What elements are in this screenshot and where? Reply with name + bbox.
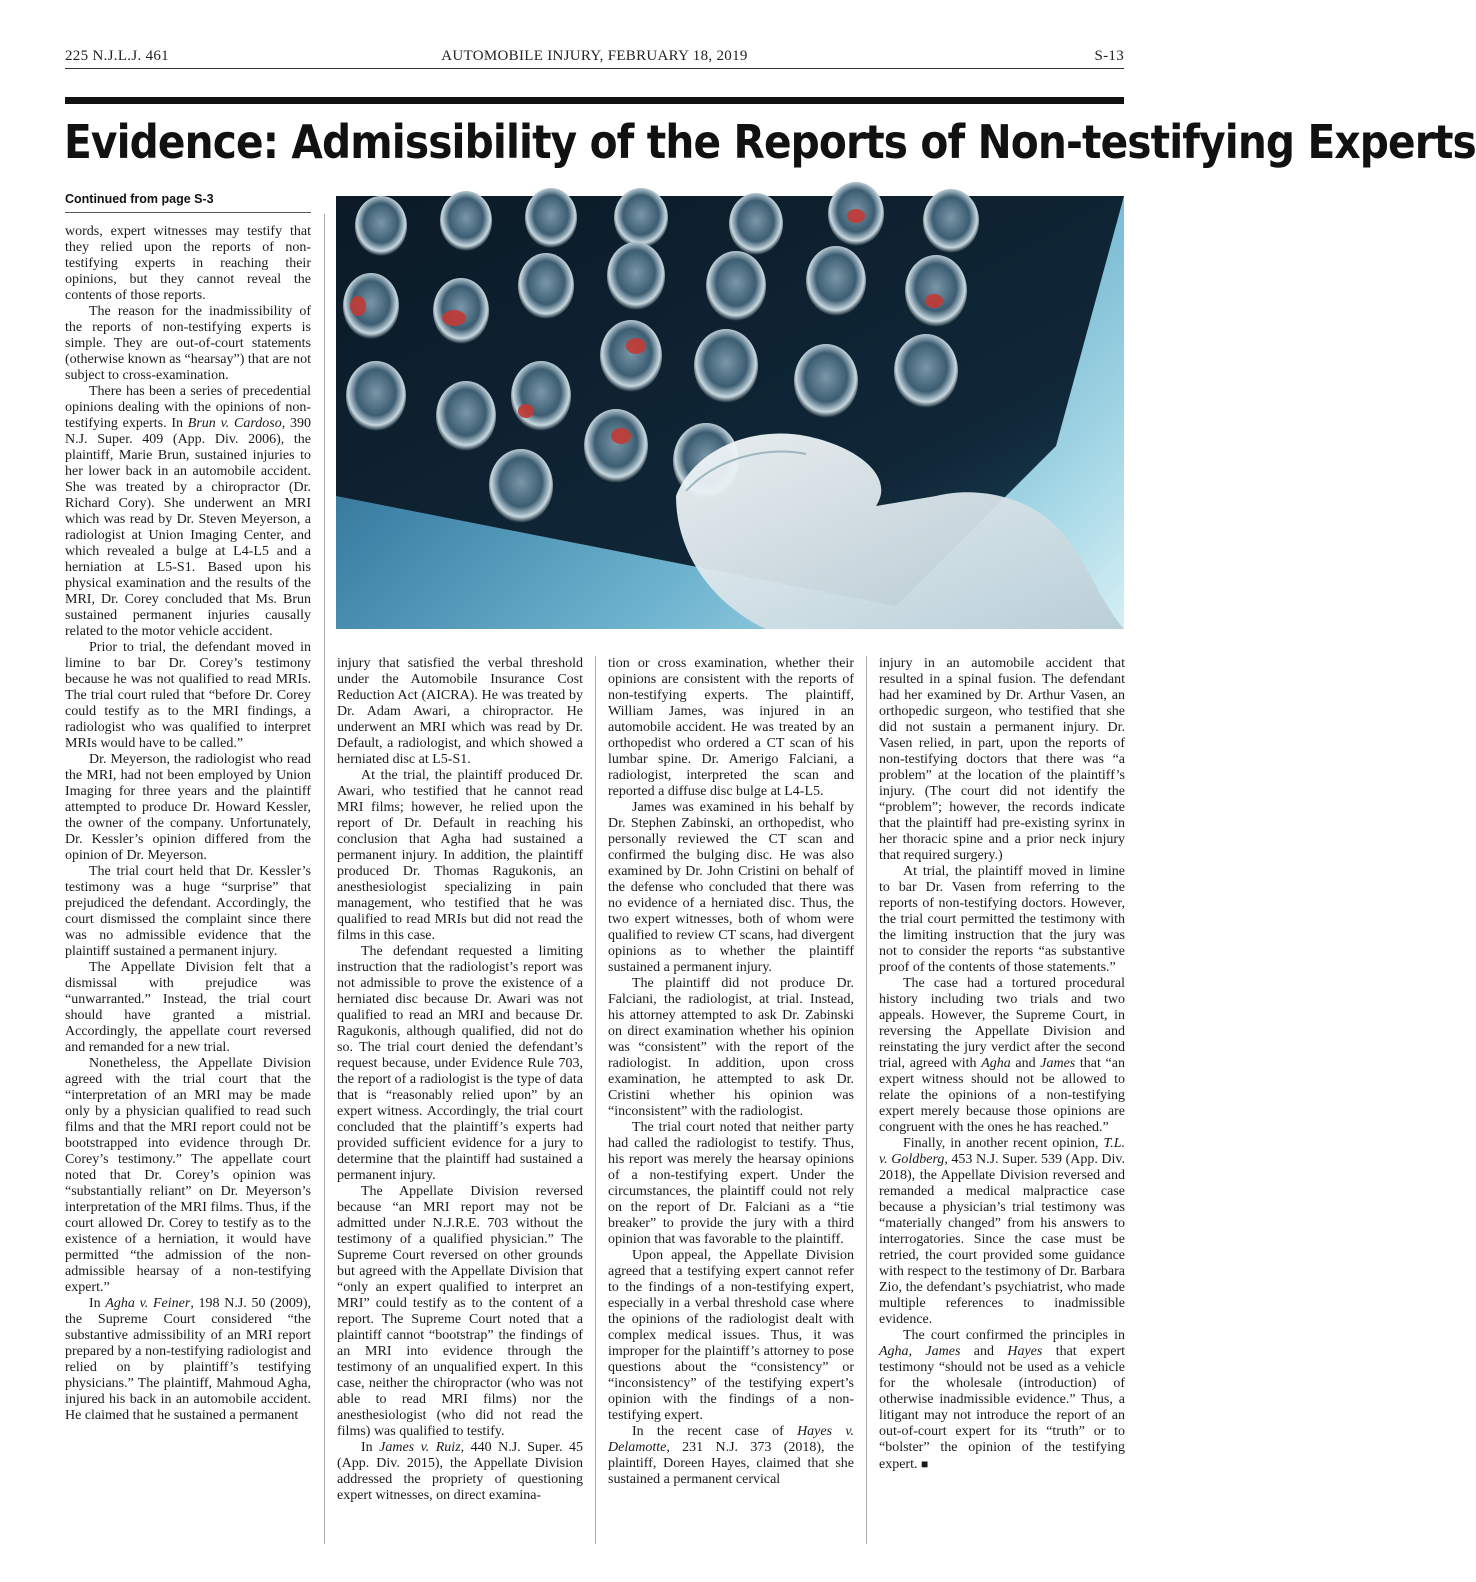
paragraph: Nonetheless, the Appellate Division agreed with the trial court that the “interpretation of an MRI may be made only by a physician qualified to read such films and that the MRI report could not be bootstrapped into evidence through Dr. Corey’s testimony.” The appellate court noted that Dr. Corey’s opinion was “substantially reliant” on Dr. Meyerson’s interpretation of the MRI films. Thus, if the court allowed Dr. Corey to testify as to the existence of a herniation, it would have permitted “the admission of the non-admissible hearsay of a non-testifying expert.”: [65, 1056, 311, 1295]
paragraph: The reason for the inadmissibility of the reports of non-testifying experts is simple. They are out-of-court statements (otherwise known as “hearsay”) that are not subject to cross-examination.: [65, 304, 311, 383]
paragraph: words, expert witnesses may testify that they relied upon the reports of non-testifying experts in reaching their opinions, but they cannot reveal the contents of those reports.: [65, 224, 311, 303]
article-headline: Evidence: Admissibility of the Reports of Non-testifying Experts: [64, 115, 1476, 169]
paragraph: injury that satisfied the verbal threshold under the Automobile Insurance Cost Reduction Act (AICRA). He was treated by Dr. Adam Awari, a chiropractor. He underwent an MRI which was read by Dr. Default, a radiologist, and which showed a herniated disc at L5-S1.: [337, 656, 583, 767]
article-column-3: [608, 656, 854, 1488]
case-name: Brun v. Cardoso: [187, 416, 282, 431]
article-column-1: [65, 224, 311, 1424]
ct-scan-photo: [336, 196, 1124, 629]
case-name: Agha v. Feiner: [105, 1296, 191, 1311]
paragraph: In Agha v. Feiner, 198 N.J. 50 (2009), the Supreme Court considered “the substantive admissibility of an MRI report prepared by a non-testifying radiologist and relied on by plaintiff’s testifying physicians.” The plaintiff, Mahmoud Agha, injured his back in an automobile accident. He claimed that he sustained a permanent: [65, 1296, 312, 1423]
case-name: Hayes: [1007, 1344, 1043, 1359]
paragraph: In the recent case of Hayes v. Delamotte, 231 N.J. 373 (2018), the plaintiff, Doreen Hayes, claimed that she sustained a permanent cervical: [608, 1424, 854, 1487]
paragraph: The court confirmed the principles in Agha, James and Hayes that expert testimony “should not be used as a vehicle for the wholesale (introduction) of otherwise inadmissible evidence.” Thus, a litigant may not introduce the report of an out-of-court expert for its “truth” or to “bolster” the opinion of the testifying expert. ■: [879, 1328, 1126, 1472]
paragraph: The defendant requested a limiting instruction that the radiologist’s report was not admissible to prove the existence of a herniated disc because Dr. Awari was not qualified to read an MRI and because Dr. Ragukonis, although qualified, did not do so. The trial court denied the defendant’s request because, under Evidence Rule 703, the report of a radiologist is the type of data that is “reasonably relied upon” by an expert witness. Accordingly, the trial court concluded that the plaintiff’s experts had provided sufficient evidence for a jury to determine that the plaintiff had sustained a permanent injury.: [337, 944, 583, 1183]
article-column-2: [337, 656, 583, 1504]
case-name: Agha: [981, 1056, 1011, 1071]
paragraph: The Appellate Division felt that a dismissal with prejudice was “unwarranted.” Instead, the trial court should have granted a mistrial. Accordingly, the appellate court reversed and remanded for a new trial.: [65, 960, 311, 1055]
case-name: Hayes v. Delamotte: [608, 1424, 854, 1455]
paragraph: injury in an automobile accident that resulted in a spinal fusion. The defendant had her examined by Dr. Arthur Vasen, an orthopedic surgeon, who testified that she did not sustain a permanent injury. Dr. Vasen relied, in part, upon the reports of non-testifying doctors that there was “a problem” at the location of the plaintiff’s injury. (The court did not identify the “problem”; however, the records indicate that the plaintiff had pre-existing syrinx in her thoracic spine and a prior neck injury that required surgery.): [879, 656, 1125, 863]
paragraph: Dr. Meyerson, the radiologist who read the MRI, had not been employed by Union Imaging for three years and the plaintiff attempted to produce Dr. Howard Kessler, the owner of the company. Unfortunately, Dr. Kessler’s opinion differed from the opinion of Dr. Meyerson.: [65, 752, 311, 863]
case-name: James v. Ruiz: [379, 1440, 461, 1455]
end-of-article-icon: ■: [920, 1457, 929, 1471]
case-name: James: [925, 1344, 961, 1359]
paragraph: James was examined in his behalf by Dr. Stephen Zabinski, an orthopedist, who personally reviewed the CT scan and confirmed the bulging disc. He was also examined by Dr. John Cristini on behalf of the defense who concluded that there was no evidence of a herniated disc. Thus, the two expert witnesses, both of whom were qualified to review CT scans, had divergent opinions as to whether the plaintiff sustained a permanent injury.: [608, 800, 854, 975]
running-header: [65, 48, 1124, 70]
paragraph: The trial court held that Dr. Kessler’s testimony was a huge “surprise” that prejudiced the defendant. Accordingly, the court dismissed the complaint since there was no admissible evidence that the plaintiff sustained a permanent injury.: [65, 864, 311, 959]
column-divider-3: [866, 656, 867, 1544]
paragraph: Prior to trial, the defendant moved in limine to bar Dr. Corey’s testimony because he was not qualified to read MRIs. The trial court ruled that “before Dr. Corey could testify as to the MRI findings, a radiologist who was qualified to interpret MRIs would have to be called.”: [65, 640, 311, 751]
paragraph: tion or cross examination, whether their opinions are consistent with the reports of non-testifying experts. The plaintiff, William James, was injured in an automobile accident. He was treated by an orthopedist who ordered a CT scan of his lumbar spine. Dr. Amerigo Falciani, a radiologist, interpreted the scan and reported a diffuse disc bulge at L4-L5.: [608, 656, 854, 799]
case-name: T.L. v. Goldberg: [879, 1136, 1125, 1167]
paragraph: At the trial, the plaintiff produced Dr. Awari, who testified that he cannot read MRI films; however, he relied upon the report of Dr. Default in reaching his conclusion that Agha had sustained a permanent injury. In addition, the plaintiff produced Dr. Thomas Ragukonis, an anesthesiologist specializing in pain management, who testified that he was qualified to read MRIs but did not read the films in this case.: [337, 768, 583, 943]
paragraph: The Appellate Division reversed because “an MRI report may not be admitted under N.J.R.E. 703 without the testimony of a qualified physician.” The Supreme Court reversed on other grounds but agreed with the Appellate Division that “only an expert qualified to interpret an MRI” could testify as to the content of a report. The Supreme Court noted that a plaintiff cannot “bootstrap” the findings of an MRI into evidence through the testimony of an unqualified expert. In this case, neither the chiropractor (who was not able to read MRI films) nor the anesthesiologist (who did not read the films) was qualified to testify.: [337, 1184, 583, 1439]
header-section-date: AUTOMOBILE INJURY, FEBRUARY 18, 2019: [441, 48, 748, 64]
paragraph: Finally, in another recent opinion, T.L. v. Goldberg, 453 N.J. Super. 539 (App. Div. 2018), the Appellate Division reversed and remanded a medical malpractice case because a physician’s trial testimony was “materially changed” from his answers to interrogatories. Since the case must be retried, the court provided some guidance with respect to the testimony of Dr. Barbara Zio, the defendant’s psychiatrist, who made multiple references to inadmissible evidence.: [879, 1136, 1125, 1327]
case-name: James: [1040, 1056, 1076, 1071]
paragraph: Upon appeal, the Appellate Division agreed that a testifying expert cannot refer to the findings of a non-testifying expert, especially in a verbal threshold case where the opinions of the radiologist dealt with complex medical issues. Thus, it was improper for the plaintiff’s attorney to pose questions about the “consistency” or “inconsistency” of the testifying expert’s opinion with the findings of a non-testifying expert.: [608, 1248, 854, 1423]
headline-rule: [65, 97, 1124, 104]
article-column-4: [879, 656, 1125, 1473]
header-page-number: S-13: [1094, 48, 1124, 64]
header-citation: 225 N.J.L.J. 461: [65, 48, 169, 64]
paragraph: The case had a tortured procedural history including two trials and two appeals. However, the Supreme Court, in reversing the Appellate Division and reinstating the jury verdict after the second trial, agreed with Agha and James that “an expert witness should not be allowed to relate the opinions of a non-testifying expert merely because those opinions are congruent with the ones he has reached.”: [879, 976, 1125, 1135]
column-divider-2: [595, 656, 596, 1544]
paragraph: At trial, the plaintiff moved in limine to bar Dr. Vasen from referring to the reports of non-testifying doctors. However, the trial court permitted the testimony with the limiting instruction that the jury was not to consider the reports “as substantive proof of the contents of those statements.”: [879, 864, 1125, 975]
header-rule: [65, 68, 1124, 69]
paragraph: The plaintiff did not produce Dr. Falciani, the radiologist, at trial. Instead, his attorney attempted to ask Dr. Zabinski on direct examination whether his opinion was “consistent” with the report of the radiologist. In addition, upon cross examination, he attempted to ask Dr. Cristini whether his opinion was “inconsistent” with the radiologist.: [608, 976, 854, 1119]
paragraph: The trial court noted that neither party had called the radiologist to testify. Thus, his report was merely the hearsay opinions of a non-testifying expert. Under the circumstances, the plaintiff could not rely on the report of Dr. Falciani as a “tie breaker” to provide the jury with a third opinion that was favorable to the plaintiff.: [608, 1120, 854, 1247]
paragraph: In James v. Ruiz, 440 N.J. Super. 45 (App. Div. 2015), the Appellate Division addressed the propriety of questioning expert witnesses, on direct examina-: [337, 1440, 583, 1503]
ct-scan-film-icon: [336, 196, 1124, 629]
continued-from-label: Continued from page S-3: [65, 192, 214, 206]
paragraph: There has been a series of precedential opinions dealing with the opinions of non-testifying experts. In Brun v. Cardoso, 390 N.J. Super. 409 (App. Div. 2006), the plaintiff, Marie Brun, sustained injuries to her lower back in an automobile accident. She was treated by a chiropractor (Dr. Richard Cory). She underwent an MRI which was read by Dr. Steven Meyerson, a radiologist at Union Imaging Center, and which revealed a bulge at L4-L5 and a herniation at L5-S1. Based upon his physical examination and the results of the MRI, Dr. Corey concluded that Ms. Brun sustained permanent injuries causally related to the motor vehicle accident.: [65, 384, 312, 639]
continued-rule: [65, 212, 311, 213]
case-name: Agha: [879, 1344, 909, 1359]
column-divider-1: [324, 214, 325, 1544]
